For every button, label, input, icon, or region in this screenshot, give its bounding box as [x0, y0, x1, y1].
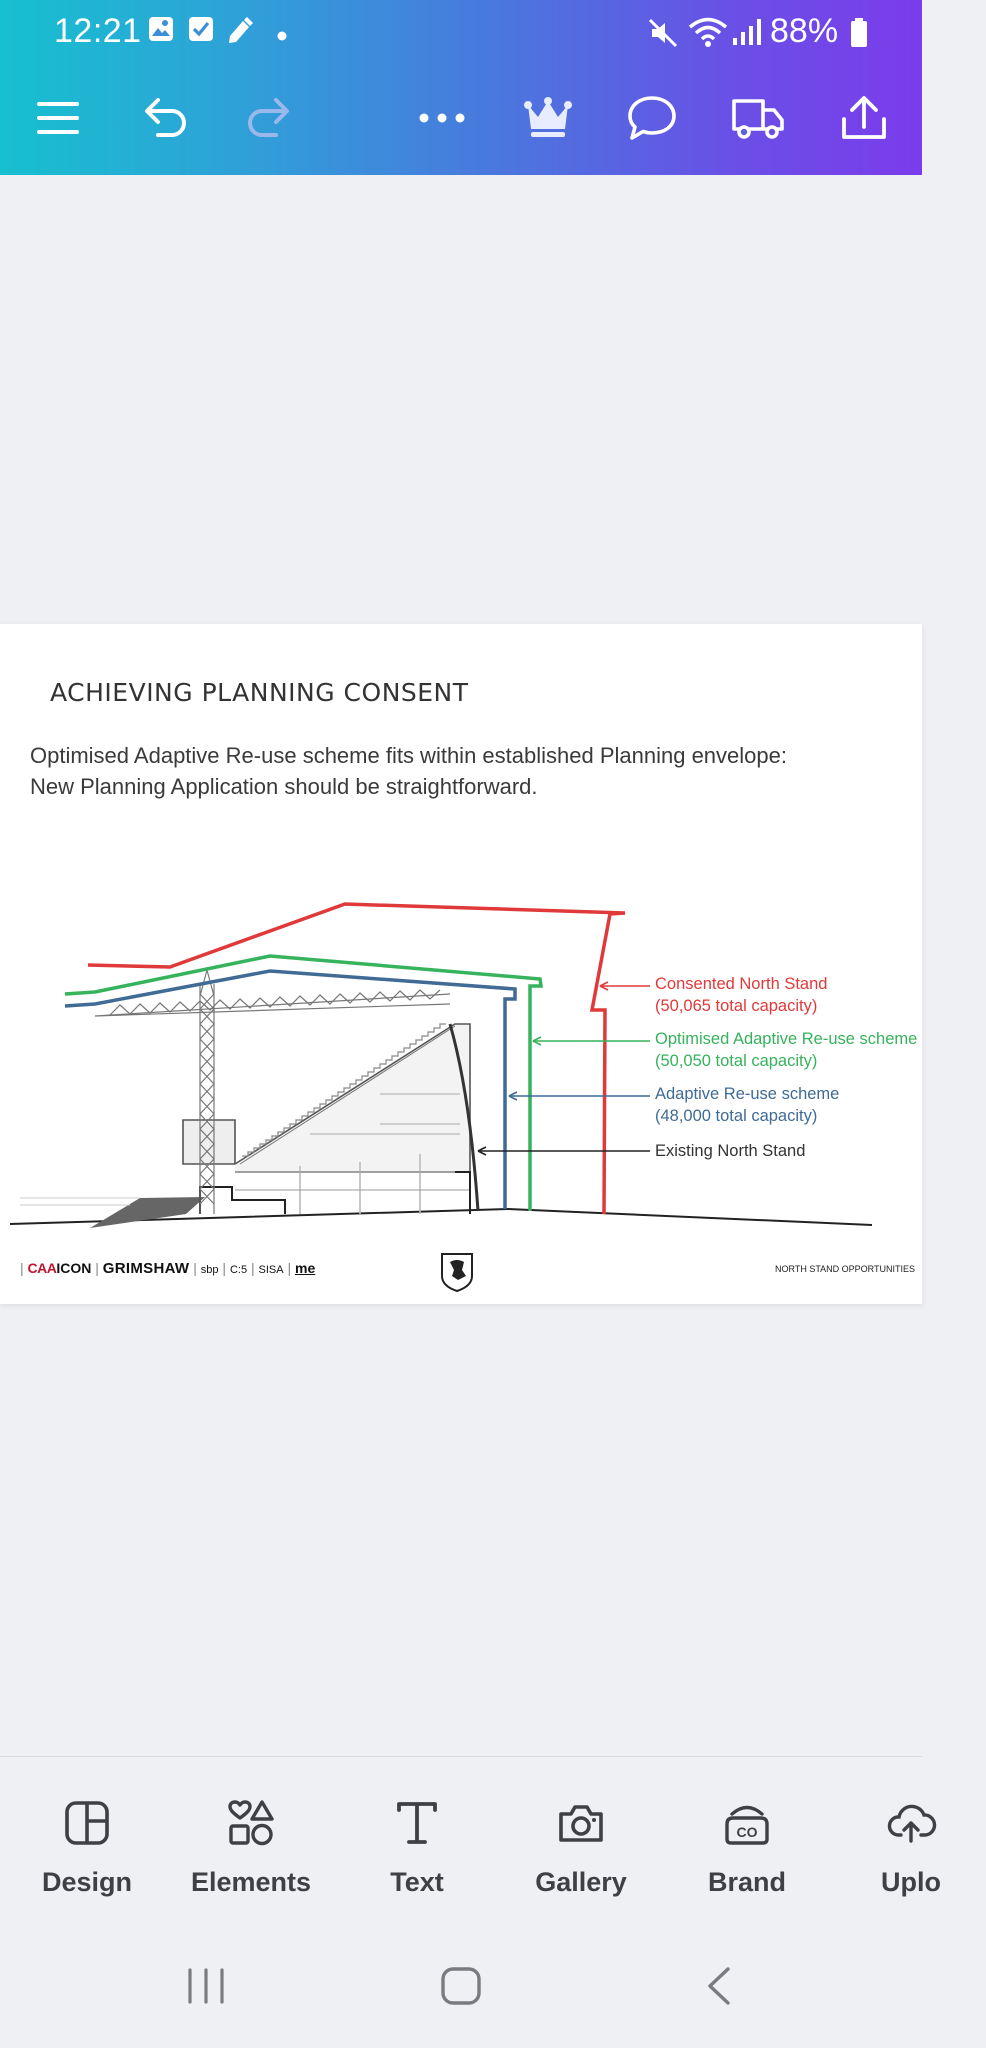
gallery-notification-icon: [148, 16, 174, 47]
dot-icon: [277, 28, 287, 46]
uploads-tool-label: Uplo: [881, 1867, 941, 1897]
menu-button[interactable]: [28, 88, 88, 148]
premium-button[interactable]: [518, 88, 578, 148]
brand-tool-button[interactable]: [672, 1795, 822, 1898]
elements-tool-button[interactable]: [176, 1795, 326, 1898]
comment-button[interactable]: [622, 88, 682, 148]
undo-button[interactable]: [136, 88, 196, 148]
grimshaw-logo: GRIMSHAW: [102, 1260, 190, 1277]
recent-apps-button[interactable]: [186, 1966, 226, 2011]
slide-page[interactable]: [0, 624, 922, 1304]
status-time: 12:21: [54, 12, 142, 50]
legend-consented-capacity: (50,065 total capacity): [655, 997, 818, 1015]
mute-icon: [648, 18, 678, 53]
existing-stand-structure: [183, 1024, 470, 1214]
crane-tower: [200, 984, 214, 1214]
design-icon: [64, 1800, 110, 1846]
uploads-tool-button[interactable]: [836, 1795, 986, 1898]
design-tool-label: Design: [41, 1867, 133, 1897]
icon-logo: ICON: [56, 1260, 92, 1276]
redo-icon: [244, 97, 292, 139]
sisa-logo: SISA: [258, 1264, 284, 1276]
access-ramp: [90, 1197, 205, 1228]
c5-logo: C:5: [229, 1264, 248, 1276]
back-button[interactable]: [704, 1966, 734, 2011]
legend-existing[interactable]: Existing North Stand: [655, 1142, 806, 1160]
legend-consented-name: Consented North Stand: [655, 975, 828, 993]
brand-tool-label: Brand: [707, 1867, 786, 1897]
legend-optimised-name: Optimised Adaptive Re-use scheme: [655, 1030, 918, 1048]
subtitle-line-2: New Planning Application should be straightforward.: [30, 774, 538, 799]
text-tool-button[interactable]: [342, 1795, 492, 1898]
undo-icon: [142, 97, 190, 139]
more-dots-icon: [418, 112, 466, 124]
wifi-icon: [688, 16, 728, 53]
signal-icon: [732, 18, 762, 51]
partner-logos[interactable]: | CAAICON | GRIMSHAW | sbp | C:5 | SISA | me: [20, 1260, 316, 1277]
home-icon: [440, 1966, 482, 2006]
legend-adaptive-name: Adaptive Re-use scheme: [655, 1085, 840, 1103]
pen-notification-icon: [226, 16, 256, 49]
battery-icon: [850, 18, 868, 53]
crown-icon: [523, 97, 573, 139]
bottom-toolbar: [0, 1756, 941, 1937]
elements-icon: [227, 1799, 275, 1847]
hamburger-menu-icon: [37, 101, 79, 135]
gallery-tool-label: Gallery: [535, 1867, 627, 1897]
elements-tool-label: Elements: [190, 1867, 312, 1897]
footer-document-title: NORTH STAND OPPORTUNITIES: [775, 1264, 916, 1274]
legend-optimised-capacity: (50,050 total capacity): [655, 1052, 818, 1070]
upload-icon: [887, 1799, 935, 1847]
club-crest[interactable]: [440, 1252, 474, 1297]
gallery-tool-button[interactable]: [506, 1795, 656, 1898]
subtitle-line-1: Optimised Adaptive Re-use scheme fits within established Planning envelope:: [30, 743, 787, 768]
slide-title[interactable]: ACHIEVING PLANNING CONSENT: [50, 678, 469, 707]
system-nav-bar: [0, 1936, 922, 2048]
share-button[interactable]: [834, 88, 894, 148]
light-ground-lines: [20, 1198, 140, 1205]
legend-optimised[interactable]: [655, 1028, 917, 1072]
home-button[interactable]: [440, 1966, 482, 2011]
recent-apps-icon: [186, 1966, 226, 2006]
design-tool-button[interactable]: [12, 1795, 162, 1898]
legend-adaptive[interactable]: [655, 1083, 839, 1127]
legend-adaptive-capacity: (48,000 total capacity): [655, 1107, 818, 1125]
legend-consented[interactable]: [655, 973, 827, 1017]
checkbox-notification-icon: [188, 16, 214, 47]
camera-icon: [557, 1802, 605, 1844]
brand-icon: [723, 1799, 771, 1847]
text-tool-label: Text: [390, 1867, 444, 1897]
speech-bubble-icon: [627, 95, 677, 141]
more-options-button[interactable]: [412, 88, 472, 148]
truck-icon: [731, 96, 785, 140]
existing-foundation: [200, 1172, 470, 1214]
text-icon: [396, 1800, 438, 1846]
share-upload-icon: [840, 95, 888, 141]
sbp-logo: sbp: [200, 1264, 219, 1276]
caa-logo: CAA: [27, 1260, 57, 1276]
back-chevron-icon: [704, 1966, 734, 2006]
svg-text:CO: CO: [736, 1824, 758, 1840]
stadium-section-diagram[interactable]: [0, 624, 922, 1304]
print-delivery-button[interactable]: [728, 88, 788, 148]
redo-button[interactable]: [238, 88, 298, 148]
me-logo: me: [295, 1260, 316, 1276]
battery-percent: 88%: [770, 12, 839, 50]
lion-crest-icon: [440, 1252, 474, 1292]
top-bar: [0, 0, 922, 175]
